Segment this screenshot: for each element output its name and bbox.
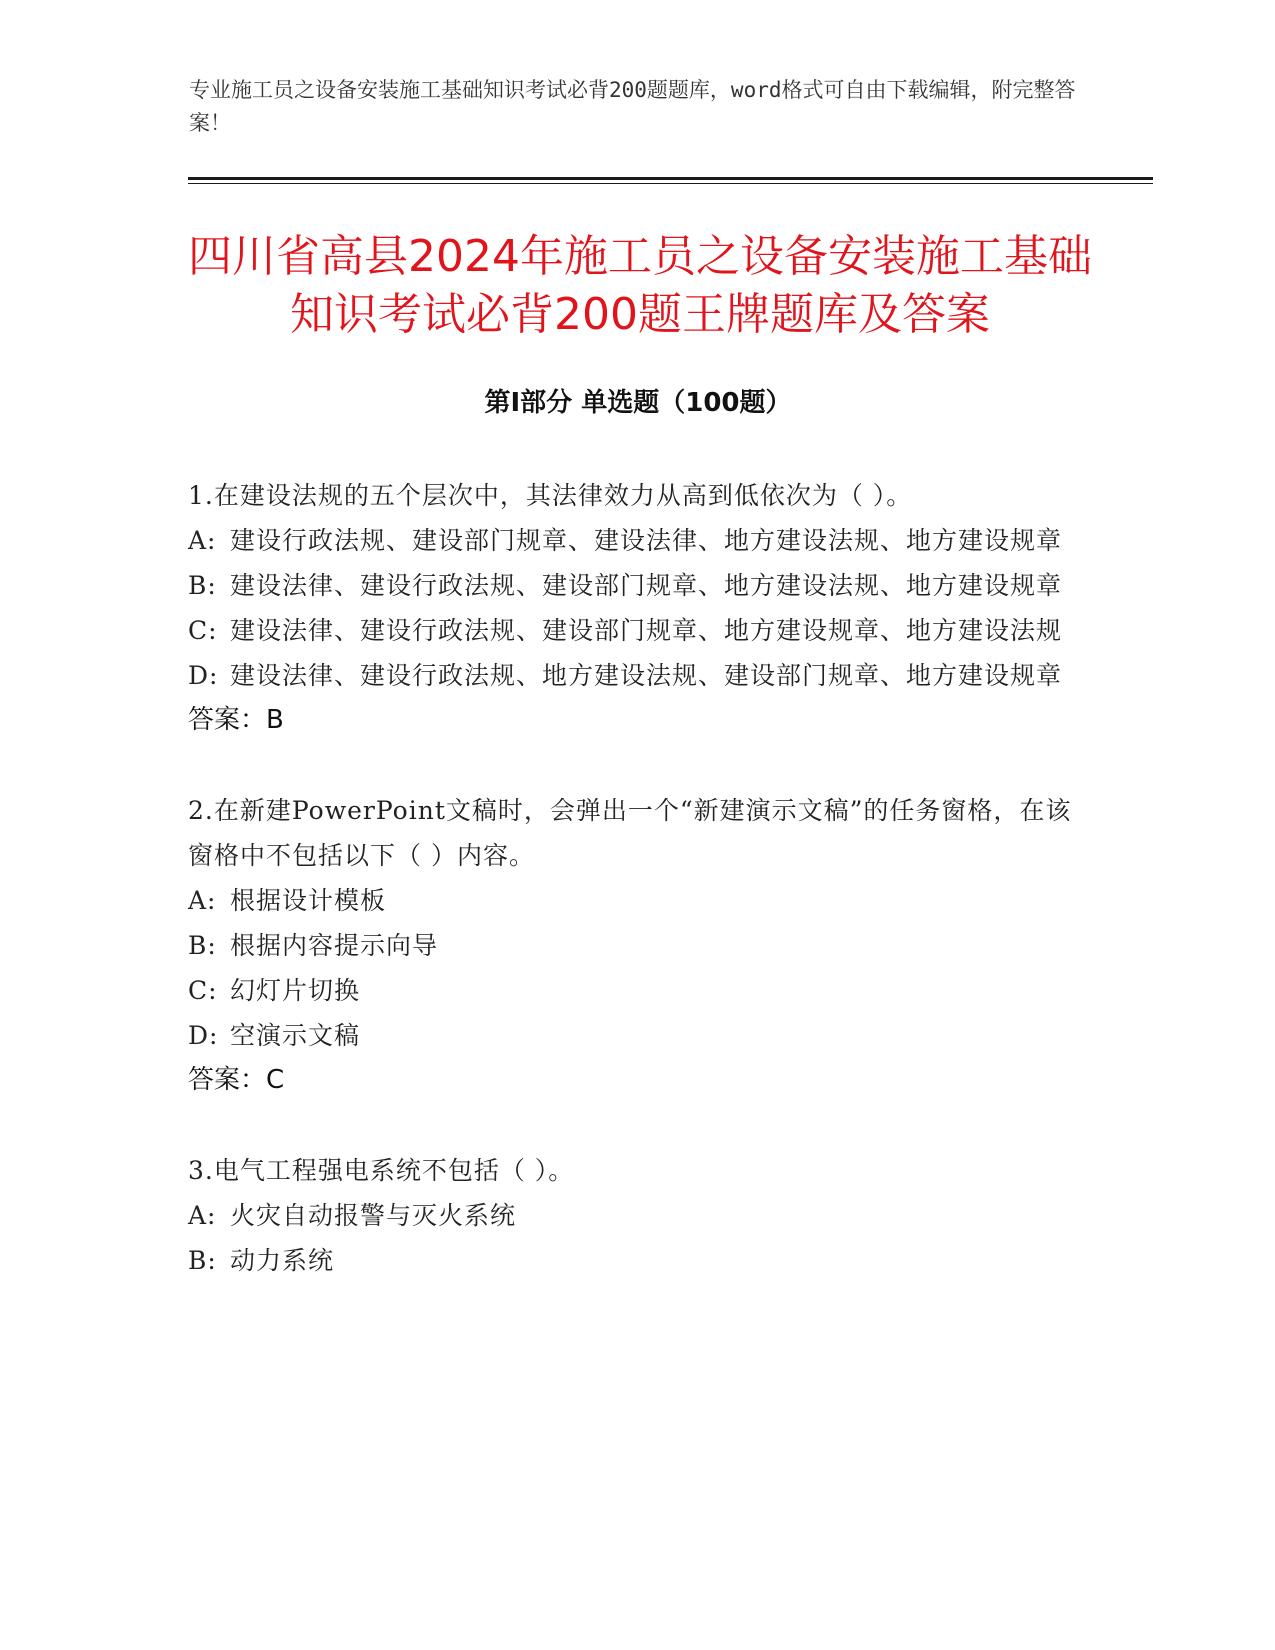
option-key: D: [188, 661, 219, 690]
option-d [188, 653, 1088, 698]
option-text: 建设行政法规、建设部门规章、建设法律、地方建设法规、地方建设规章 [230, 526, 1063, 555]
question-stem: 3.电气工程强电系统不包括（ ）。 [188, 1156, 575, 1185]
option-key: A: [188, 526, 217, 555]
option-text: 根据设计模板 [230, 886, 387, 915]
option-text: 火灾自动报警与灭火系统 [230, 1201, 517, 1230]
option-key: B: [188, 931, 217, 960]
option-b [188, 923, 1088, 968]
option-text: 动力系统 [230, 1246, 335, 1275]
header-divider-thick [188, 177, 1153, 180]
option-a [188, 518, 1088, 563]
option-c [188, 608, 1088, 653]
question-3 [188, 1148, 1088, 1283]
option-text: 建设法律、建设行政法规、建设部门规章、地方建设法规、地方建设规章 [230, 571, 1063, 600]
header-divider-thin [188, 183, 1153, 184]
option-key: A: [188, 1201, 217, 1230]
document-title: 四川省高县2024年施工员之设备安装施工基础知识考试必背200题王牌题库及答案 [188, 231, 1092, 340]
option-c [188, 968, 1088, 1013]
option-text: 幻灯片切换 [230, 976, 361, 1005]
option-key: A: [188, 886, 217, 915]
option-key: C: [188, 616, 218, 645]
question-list [188, 473, 1088, 1328]
option-d [188, 1013, 1088, 1058]
question-stem: 1.在建设法规的五个层次中，其法律效力从高到低依次为（ ）。 [188, 481, 913, 510]
option-key: C: [188, 976, 218, 1005]
option-key: B: [188, 1246, 217, 1275]
section-heading: 第Ⅰ部分 单选题（100题） [484, 388, 792, 418]
option-b [188, 563, 1088, 608]
option-text: 根据内容提示向导 [230, 931, 439, 960]
option-a [188, 878, 1088, 923]
header-note: 专业施工员之设备安装施工基础知识考试必背200题题库，word格式可自由下载编辑，附完整答案！ [189, 78, 1076, 135]
option-b [188, 1238, 1088, 1283]
option-text: 建设法律、建设行政法规、地方建设法规、建设部门规章、地方建设规章 [230, 661, 1063, 690]
option-text: 空演示文稿 [230, 1021, 361, 1050]
answer-line: 答案：C [188, 1065, 285, 1095]
option-a [188, 1193, 1088, 1238]
option-key: D: [188, 1021, 219, 1050]
option-text: 建设法律、建设行政法规、建设部门规章、地方建设规章、地方建设法规 [230, 616, 1063, 645]
question-1 [188, 473, 1088, 743]
question-stem: 2.在新建PowerPoint文稿时，会弹出一个“新建演示文稿”的任务窗格，在该窗格中不包括以下（ ）内容。 [188, 796, 1072, 870]
option-key: B: [188, 571, 217, 600]
question-2 [188, 788, 1088, 1103]
answer-line: 答案：B [188, 705, 284, 735]
